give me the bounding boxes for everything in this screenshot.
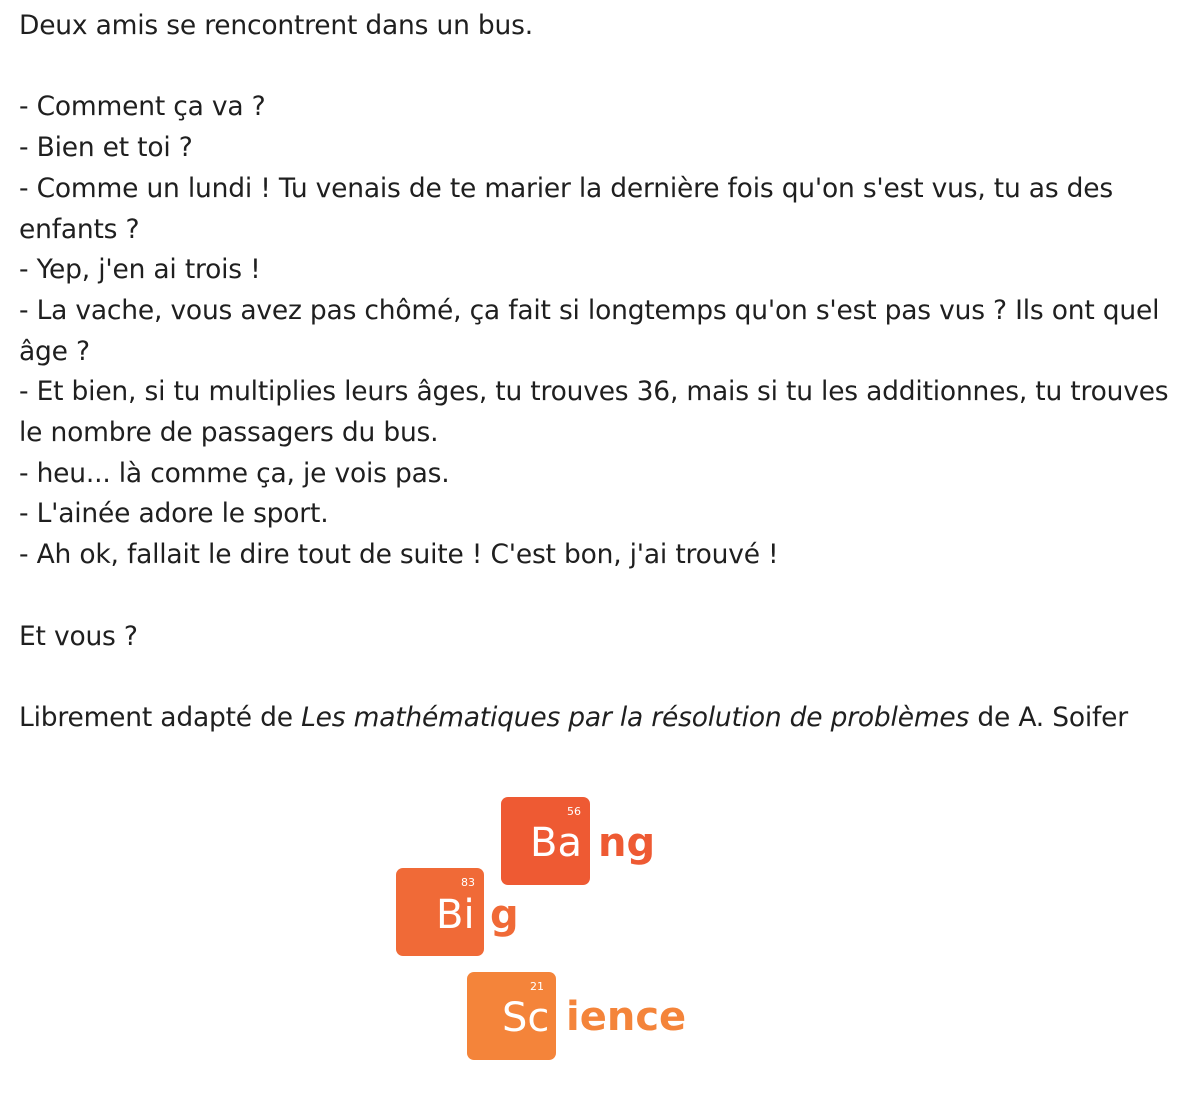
word-suffix: g bbox=[490, 892, 519, 938]
dialogue-line: - Yep, j'en ai trois ! bbox=[19, 254, 261, 286]
atomic-number: 21 bbox=[530, 980, 544, 993]
element-tile-ba bbox=[501, 797, 590, 885]
word-suffix: ience bbox=[566, 994, 687, 1040]
credit-suffix: de A. Soifer bbox=[969, 701, 1128, 733]
dialogue-line: - Comme un lundi ! Tu venais de te marier la dernière fois qu'on s'est vus, tu as des enfants ? bbox=[19, 172, 1113, 245]
element-tile-sc bbox=[467, 972, 556, 1060]
word-suffix: ng bbox=[598, 820, 656, 866]
riddle-text bbox=[19, 6, 1189, 739]
dialogue-line: - heu... là comme ça, je vois pas. bbox=[19, 457, 450, 489]
spacer bbox=[19, 576, 1189, 617]
credit-prefix: Librement adapté de bbox=[19, 701, 302, 733]
atomic-number: 56 bbox=[567, 805, 581, 818]
atomic-number: 83 bbox=[461, 876, 475, 889]
spacer bbox=[19, 657, 1189, 698]
dialogue-line: - Ah ok, fallait le dire tout de suite ! C'est bon, j'ai trouvé ! bbox=[19, 539, 779, 571]
element-tile-bi bbox=[396, 868, 484, 956]
dialogue-line: - L'ainée adore le sport. bbox=[19, 498, 329, 530]
dialogue-line: - Et bien, si tu multiplies leurs âges, tu trouves 36, mais si tu les additionnes, tu trouves le nombre de passagers du bus. bbox=[19, 376, 1169, 449]
intro-line: Deux amis se rencontrent dans un bus. bbox=[19, 10, 533, 41]
dialogue-line: - La vache, vous avez pas chômé, ça fait si longtemps qu'on s'est pas vus ? Ils ont quel âge ? bbox=[19, 294, 1160, 367]
element-symbol: Ba bbox=[530, 820, 582, 866]
element-symbol: Bi bbox=[436, 892, 475, 938]
spacer bbox=[19, 47, 1189, 88]
question-line: Et vous ? bbox=[19, 620, 138, 652]
credit-line bbox=[19, 698, 1189, 739]
book-title: Les mathématiques par la résolution de problèmes bbox=[301, 701, 970, 733]
element-symbol: Sc bbox=[502, 995, 550, 1041]
dialogue-line: - Bien et toi ? bbox=[19, 132, 193, 164]
dialogue-line: - Comment ça va ? bbox=[19, 91, 266, 123]
